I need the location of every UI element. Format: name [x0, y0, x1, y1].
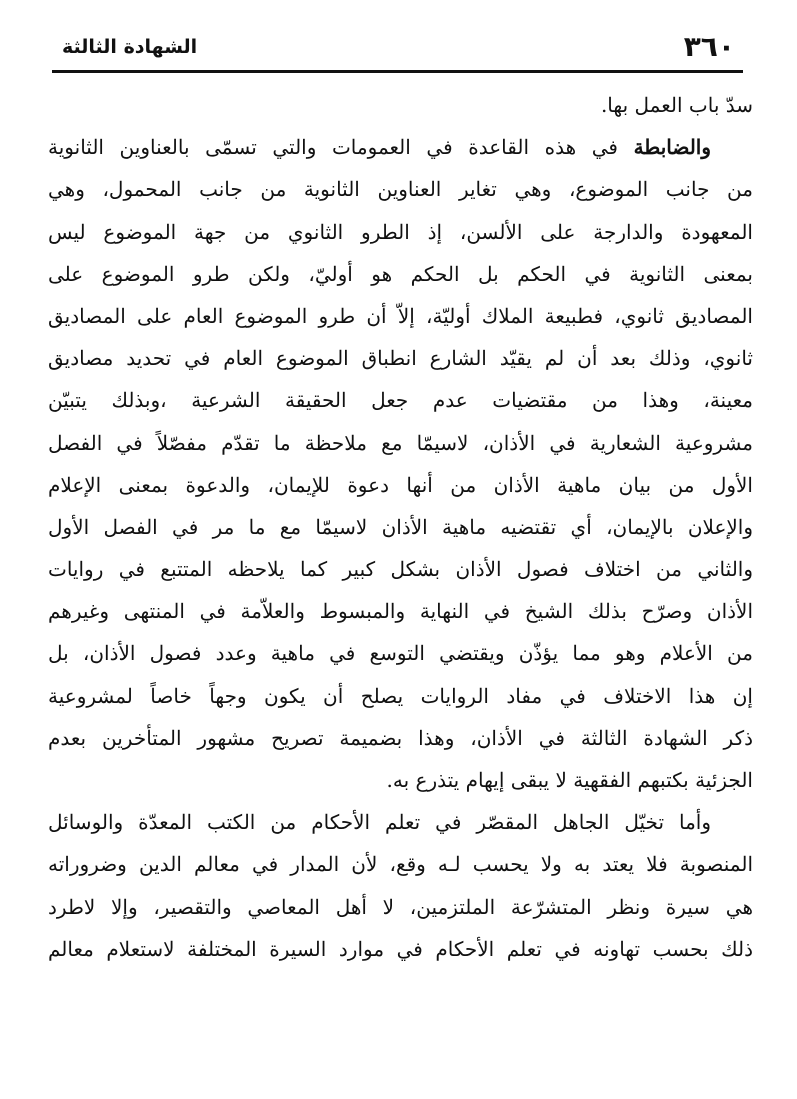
- text-line: الأول من بيان ماهية الأذان من أنها دعوة للإيمان، والدعوة بمعنى الإعلام: [48, 472, 753, 497]
- text-line: المنصوبة فلا يعتد به ولا يحسب لـه وقع، لأن المدار في معالم الدين وضروراته: [48, 852, 753, 877]
- running-title: الشهادة الثالثة: [62, 36, 198, 58]
- body-text: [48, 84, 753, 970]
- text-line: المصاديق ثانوي، فطبيعة الملاك أوليّة، إلاّ أن طرو الموضوع العام على المصاديق: [48, 303, 753, 328]
- text-line: سدّ باب العمل بها.: [600, 93, 753, 117]
- text-line: من جانب الموضوع، وهي تغاير العناوين الثانوية من جانب المحمول، وهي: [48, 177, 753, 202]
- text-line-rest: في هذه القاعدة في العمومات والتي تسمّى بالعناوين الثانوية: [48, 135, 618, 160]
- text-line: بمعنى الثانوية في الحكم بل الحكم هو أوليّ، ولكن طرو الموضوع على: [48, 261, 753, 286]
- header-rule: [52, 70, 743, 73]
- text-line: والإعلان بالإيمان، أي تقتضيه ماهية الأذان لاسيمّا مع ما مر في الفصل الأول: [48, 514, 753, 539]
- text-line: من الأعلام وهو مما يؤذّن ويقتضي التوسع في ماهية وعدد فصول الأذان، بل: [48, 641, 753, 666]
- text-line: والثاني من اختلاف فصول الأذان بشكل كبير كما يلاحظه المتتبع في روايات: [48, 557, 753, 582]
- text-line: ذلك بحسب تهاونه في تعلم الأحكام في موارد السيرة المختلفة لاستعلام معالم: [48, 936, 753, 961]
- page-number: ٣٦٠: [683, 30, 735, 63]
- text-line: هي سيرة ونظر المتشرّعة الملتزمين، لا أهل المعاصي والتقصير، وإلا لاطرد: [48, 894, 753, 919]
- text-line: [48, 126, 753, 168]
- text-line: المعهودة والدارجة على الألسن، إذ الطرو الثانوي من جهة الموضوع ليس: [48, 219, 753, 244]
- text-line: إن هذا الاختلاف في مفاد الروايات يصلح أن يكون وجهاً خاصاً لمشروعية: [48, 683, 753, 708]
- text-line: الأذان وصرّح بذلك الشيخ في النهاية والمبسوط والعلاّمة في المنتهى وغيرهم: [48, 599, 753, 624]
- bold-lead-term: والضابطة: [633, 135, 712, 160]
- text-line: ثانوي، وذلك بعد أن لم يقيّد الشارع انطباق الموضوع العام في تحديد مصاديق: [48, 346, 753, 371]
- text-line: معينة، وهذا من مقتضيات عدم جعل الحقيقة الشرعية ،وبذلك يتبيّن: [48, 388, 753, 413]
- text-line: الجزئية بكتبهم الفقهية لا يبقى إيهام يتذرع به.: [386, 768, 753, 792]
- page-header: [52, 30, 743, 70]
- text-line: وأما تخيّل الجاهل المقصّر في تعلم الأحكام من الكتب المعدّة والوسائل: [48, 810, 711, 835]
- text-line: مشروعية الشعارية في الأذان، لاسيمّا مع ملاحظة ما تقدّم مفصّلاً في الفصل: [48, 430, 753, 455]
- text-line: ذكر الشهادة الثالثة في الأذان، وهذا بضميمة تصريح مشهور المتأخرين بعدم: [48, 725, 753, 750]
